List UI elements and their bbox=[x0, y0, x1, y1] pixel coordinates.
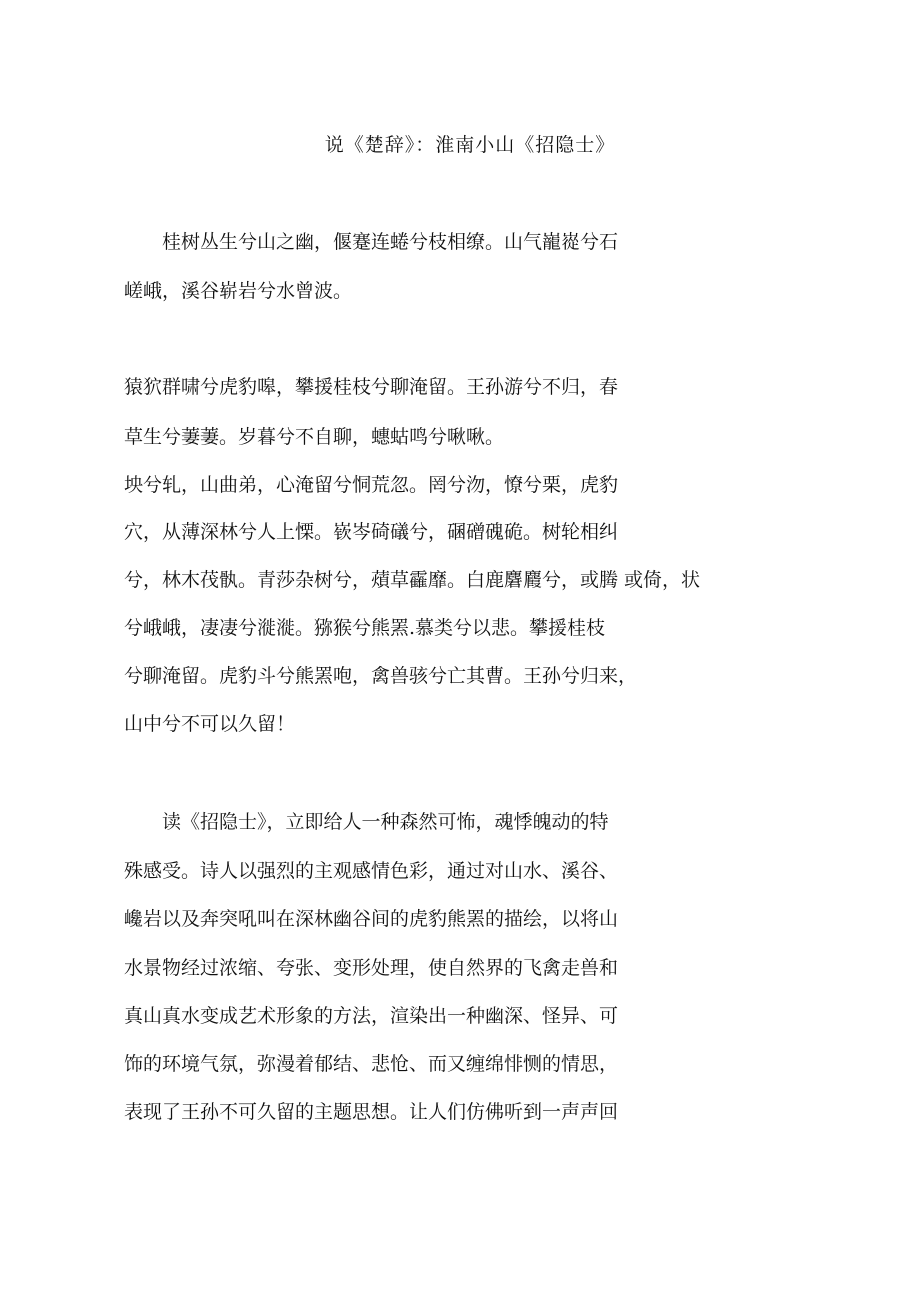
poem-intro-line: 嵯峨，溪谷崭岩兮水曾波。 bbox=[124, 280, 353, 302]
commentary-line: 巉岩以及奔突吼叫在深林幽谷间的虎豹熊罴的描绘，以将山 bbox=[124, 908, 619, 930]
poem-line: 山中兮不可以久留！ bbox=[124, 713, 296, 735]
page-title: 说《楚辞》：淮南小山《招隐士》 bbox=[324, 134, 616, 156]
poem-intro-line: 桂树丛生兮山之幽，偃蹇连蜷兮枝相缭。山气巃嵸兮石 bbox=[124, 231, 619, 253]
poem-line: 坱兮轧，山曲弟，心淹留兮恫荒忽。罔兮沕，憭兮栗，虎豹 bbox=[124, 474, 619, 496]
poem-line: 兮，林木茷骫。青莎杂树兮，薠草靃靡。白鹿麏麚兮，或腾 或倚，状 bbox=[124, 569, 701, 591]
poem-line: 兮峨峨，凄凄兮漇漇。猕猴兮熊罴.慕类兮以悲。攀援桂枝 bbox=[124, 617, 606, 639]
poem-line: 猿狖群啸兮虎豹嗥，攀援桂枝兮聊淹留。王孙游兮不归，春 bbox=[124, 376, 619, 398]
poem-line: 兮聊淹留。虎豹斗兮熊罴咆，禽兽骇兮亡其曹。王孙兮归来， bbox=[124, 665, 638, 687]
commentary-line: 表现了王孙不可久留的主题思想。让人们仿佛听到一声声回 bbox=[124, 1101, 619, 1123]
poem-line: 草生兮萋萋。岁暮兮不自聊，蟪蛄鸣兮啾啾。 bbox=[124, 426, 505, 448]
commentary-line: 饰的环境气氛，弥漫着郁结、悲怆、而又缠绵悱恻的情思， bbox=[124, 1053, 619, 1075]
poem-line: 穴，从薄深林兮人上慄。嵚岑碕礒兮，碅磳磈硊。树轮相纠 bbox=[124, 521, 619, 543]
commentary-line: 水景物经过浓缩、夸张、变形处理，使自然界的飞禽走兽和 bbox=[124, 957, 619, 979]
commentary-line: 真山真水变成艺术形象的方法，渲染出一种幽深、怪异、可 bbox=[124, 1005, 619, 1027]
commentary-line: 殊感受。诗人以强烈的主观感情色彩，通过对山水、溪谷、 bbox=[124, 860, 619, 882]
commentary-line: 读《招隐士》，立即给人一种森然可怖，魂悸魄动的特 bbox=[124, 811, 609, 833]
